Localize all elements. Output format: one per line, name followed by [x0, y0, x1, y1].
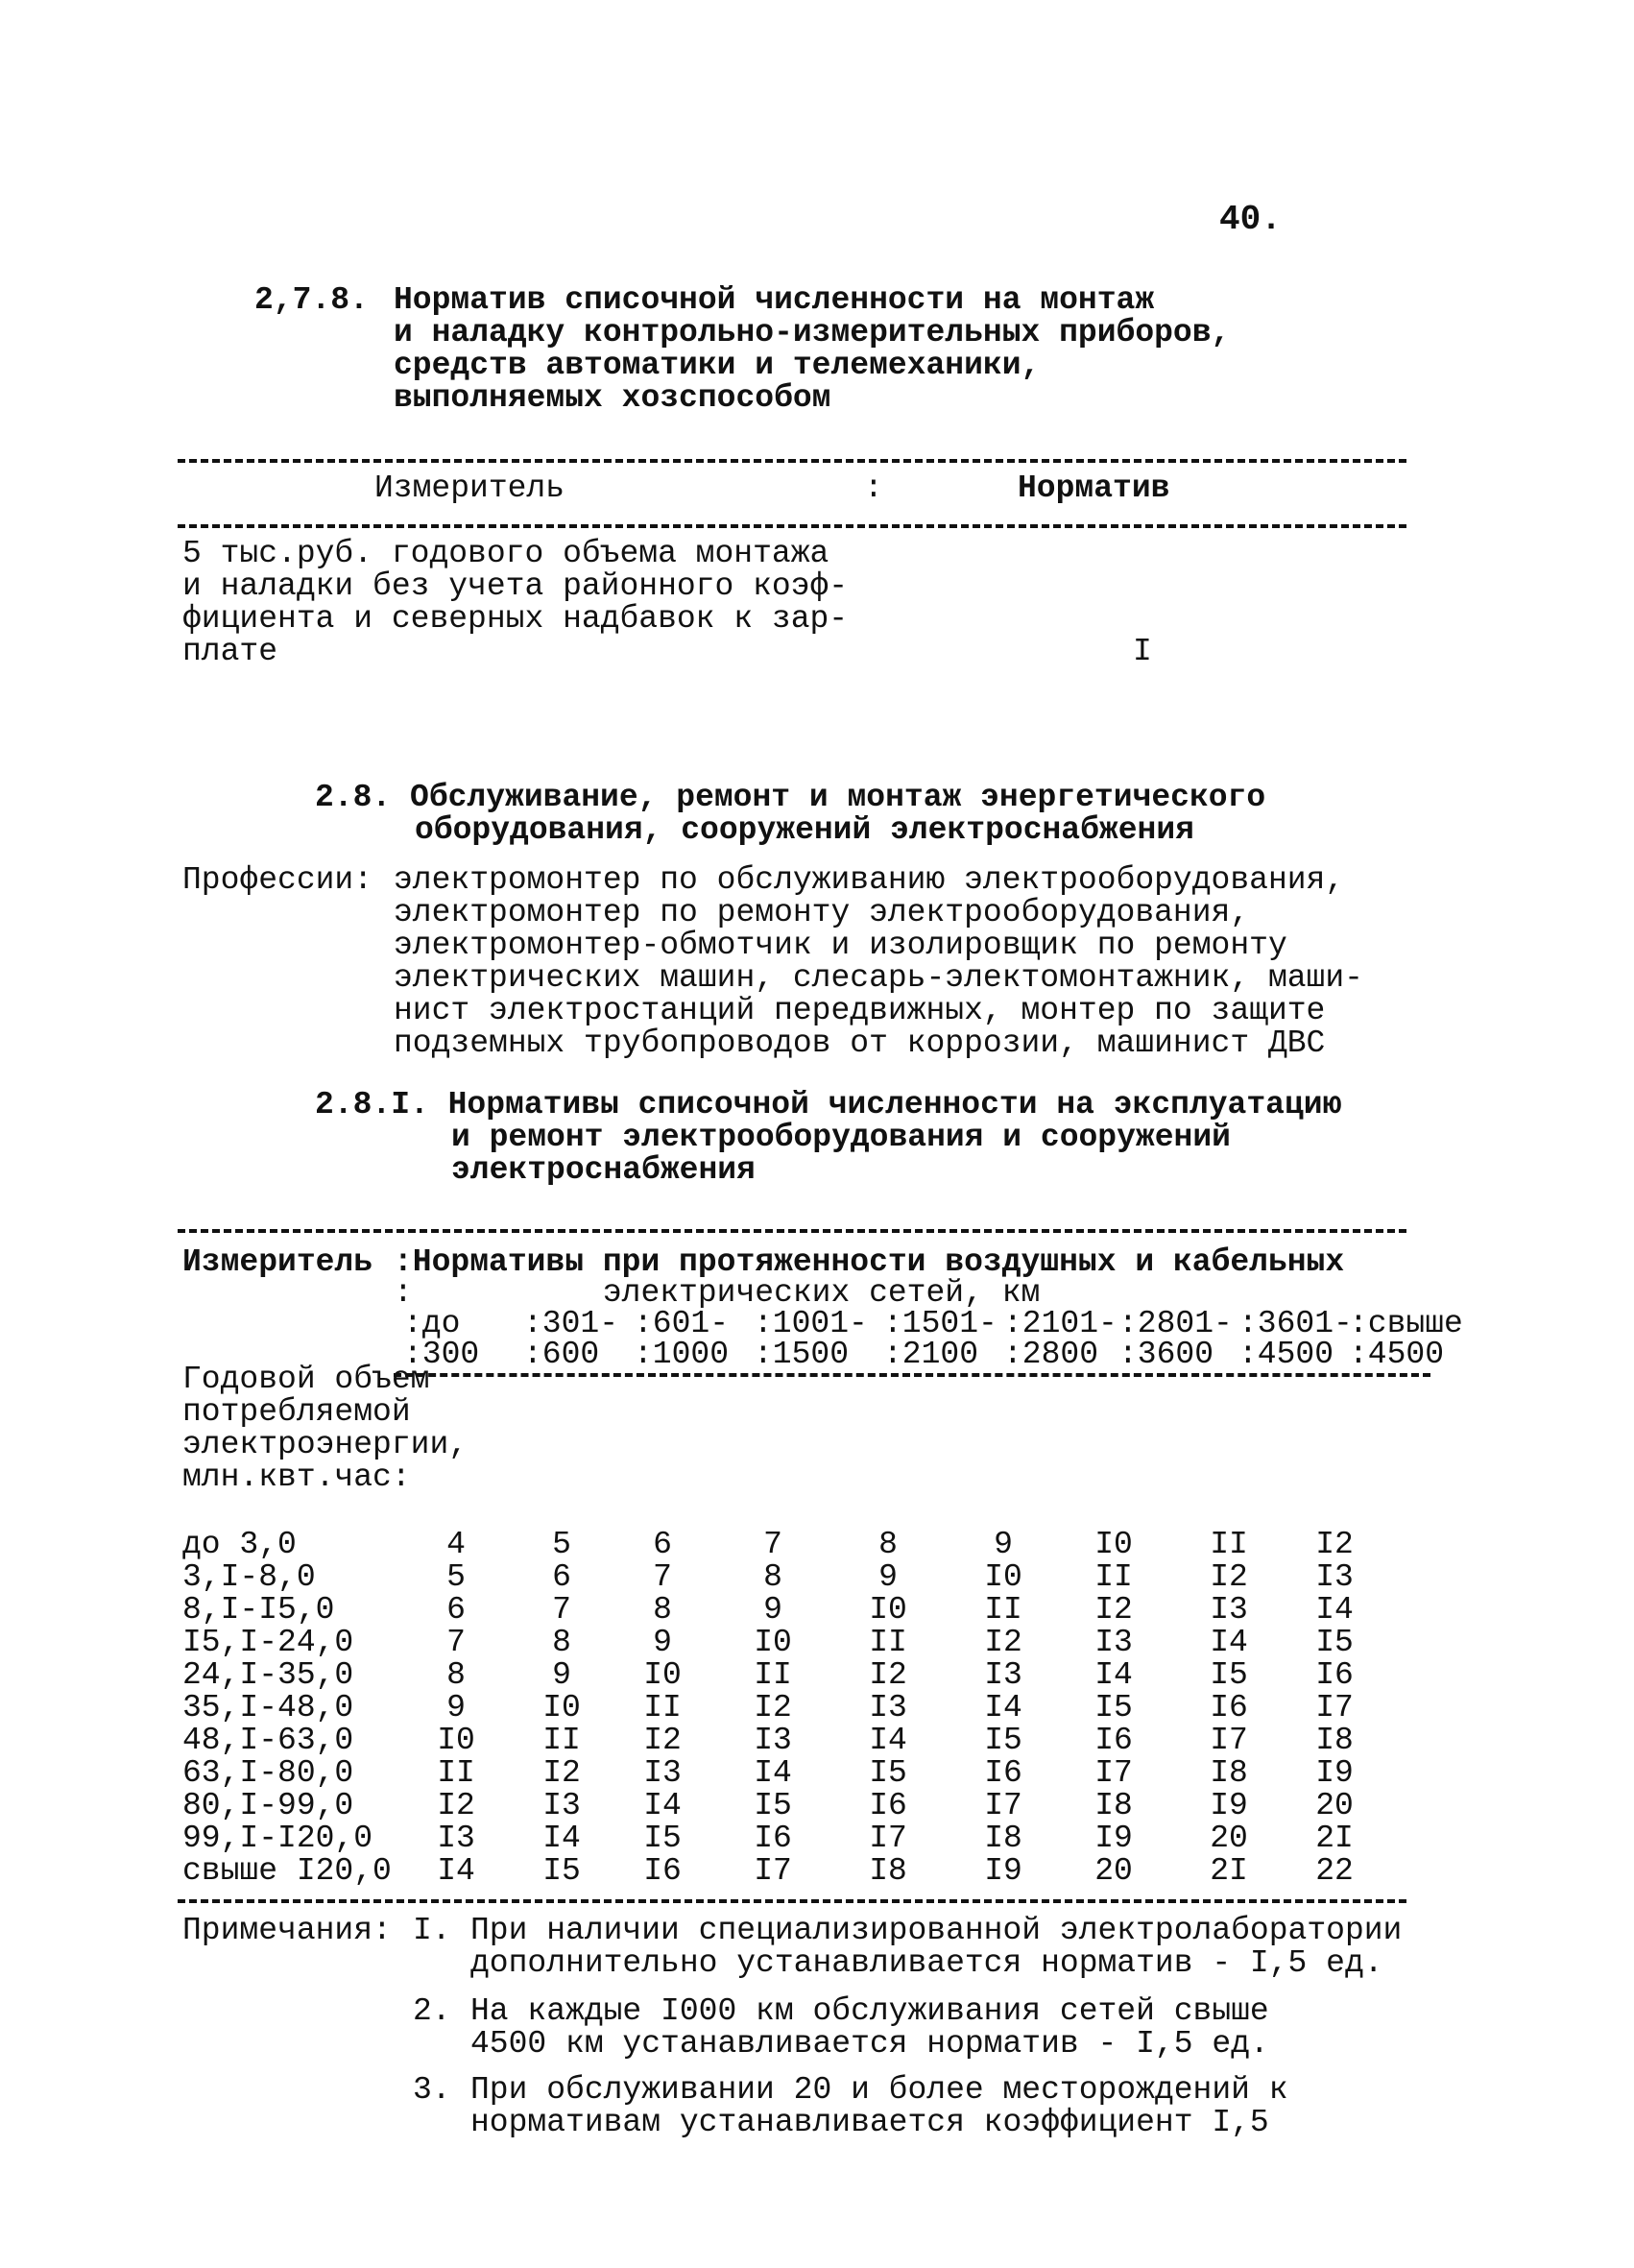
range-top-cell: :301- — [523, 1306, 619, 1341]
table-cell: I8 — [869, 1853, 907, 1889]
table-cell: 6 — [653, 1527, 672, 1562]
table-cell: I0 — [542, 1690, 581, 1725]
professions-line-6: подземных трубопроводов от коррозии, машинист ДВС — [394, 1025, 1326, 1061]
table-cell: I7 — [1210, 1723, 1248, 1758]
table-cell: 9 — [994, 1527, 1013, 1562]
table-cell: 5 — [446, 1559, 466, 1595]
page-number: 40. — [1219, 200, 1282, 239]
table-cell: I5 — [984, 1723, 1022, 1758]
table-278-col-norm: Норматив — [1018, 470, 1170, 506]
range-top-cell: :1001- — [754, 1306, 868, 1341]
range-bottom-cell: :2800 — [1003, 1337, 1099, 1372]
section-28-title-line-1: 2.8. Обслуживание, ремонт и монтаж энергетического — [315, 780, 1266, 815]
table-cell: I2 — [869, 1657, 907, 1693]
table-cell: I2 — [984, 1625, 1022, 1660]
table-278-row-line-2: и наладки без учета районного коэф- — [182, 568, 849, 604]
professions-line-2: электромонтер по ремонту электрооборудования, — [394, 895, 1250, 930]
table-cell: 20 — [1094, 1853, 1133, 1889]
table-cell: I6 — [869, 1788, 907, 1823]
table-cell: I9 — [1094, 1821, 1133, 1856]
table-cell: I5 — [1315, 1625, 1354, 1660]
table-cell: I6 — [1094, 1723, 1133, 1758]
table-cell: 22 — [1315, 1853, 1354, 1889]
table-cell: I3 — [1210, 1592, 1248, 1628]
range-bottom-cell: :4500 — [1238, 1337, 1334, 1372]
table-cell: 7 — [446, 1625, 466, 1660]
range-top-cell: :2801- — [1118, 1306, 1233, 1341]
table-cell: I3 — [1315, 1559, 1354, 1595]
section-278-title-line-1: Норматив списочной численности на монтаж — [394, 282, 1155, 318]
table-cell: I2 — [754, 1690, 792, 1725]
table-cell: I2 — [1315, 1527, 1354, 1562]
table-cell: I3 — [437, 1821, 475, 1856]
note-2-line-2: 4500 км устанавливается норматив - I,5 ед. — [470, 2026, 1269, 2062]
table-cell: II — [869, 1625, 907, 1660]
table-278-row-line-1: 5 тыс.руб. годового объема монтажа — [182, 536, 829, 571]
table-cell: I5 — [542, 1853, 581, 1889]
table-cell: 9 — [878, 1559, 898, 1595]
table-278-col-separator: : — [864, 470, 883, 506]
table-cell: I5 — [869, 1755, 907, 1791]
table-cell: I9 — [1210, 1788, 1248, 1823]
table-cell: I6 — [1315, 1657, 1354, 1693]
table-row-label: до 3,0 — [182, 1527, 297, 1562]
table-cell: I4 — [1210, 1625, 1248, 1660]
note-3-number: 3. — [413, 2072, 451, 2108]
table-cell: II — [754, 1657, 792, 1693]
table-cell: II — [1094, 1559, 1133, 1595]
table-row-label: 24,I-35,0 — [182, 1657, 354, 1693]
range-top-cell: :3601- — [1238, 1306, 1353, 1341]
table-cell: 6 — [446, 1592, 466, 1628]
table-cell: 8 — [763, 1559, 782, 1595]
range-top-cell: :2101- — [1003, 1306, 1117, 1341]
professions-line-3: электромонтер-обмотчик и изолировщик по ремонту — [394, 928, 1287, 963]
table-row-label: 80,I-99,0 — [182, 1788, 354, 1823]
table-cell: 8 — [653, 1592, 672, 1628]
table-cell: 7 — [653, 1559, 672, 1595]
table-cell: I2 — [1094, 1592, 1133, 1628]
section-281-title-line-2: и ремонт электрооборудования и сооружений — [451, 1120, 1231, 1155]
table-278-header-rule — [178, 524, 1406, 528]
notes-label: Примечания: — [182, 1913, 392, 1948]
range-bottom-cell: :1000 — [634, 1337, 730, 1372]
table-cell: I2 — [643, 1723, 682, 1758]
table-cell: I7 — [984, 1788, 1022, 1823]
table-cell: I0 — [1094, 1527, 1133, 1562]
table-cell: I9 — [984, 1853, 1022, 1889]
table-278-col-measure: Измеритель — [374, 470, 565, 506]
table-cell: 2I — [1315, 1821, 1354, 1856]
table-cell: I4 — [542, 1821, 581, 1856]
table-cell: 20 — [1315, 1788, 1354, 1823]
table-cell: I3 — [869, 1690, 907, 1725]
table-row-label: 48,I-63,0 — [182, 1723, 354, 1758]
table-cell: I8 — [1315, 1723, 1354, 1758]
section-278-title-line-4: выполняемых хозспособом — [394, 380, 831, 416]
table-row-label: свыше I20,0 — [182, 1853, 392, 1889]
table-cell: 20 — [1210, 1821, 1248, 1856]
table-cell: II — [437, 1755, 475, 1791]
table-278-row-line-4: плате — [182, 634, 278, 669]
note-1-number: I. — [413, 1913, 451, 1948]
range-top-cell: :1501- — [883, 1306, 997, 1341]
table-row-label: I5,I-24,0 — [182, 1625, 354, 1660]
table-278-row-line-3: фициента и северных надбавок к зар- — [182, 601, 849, 637]
table-281-header-measure: Измеритель — [182, 1244, 373, 1280]
table-row-label: 8,I-I5,0 — [182, 1592, 335, 1628]
table-cell: 8 — [552, 1625, 571, 1660]
table-cell: 5 — [552, 1527, 571, 1562]
table-cell: 8 — [446, 1657, 466, 1693]
section-28-title-line-2: оборудования, сооружений электроснабжения — [415, 812, 1194, 848]
table-cell: I0 — [869, 1592, 907, 1628]
table-cell: I2 — [542, 1755, 581, 1791]
table-cell: I3 — [1094, 1625, 1133, 1660]
table-cell: I4 — [984, 1690, 1022, 1725]
table-cell: I5 — [754, 1788, 792, 1823]
table-cell: I2 — [437, 1788, 475, 1823]
professions-line-4: электрических машин, слесарь-электомонтажник, маши- — [394, 960, 1363, 996]
table-row-label: 99,I-I20,0 — [182, 1821, 373, 1856]
table-cell: I0 — [643, 1657, 682, 1693]
table-cell: I3 — [984, 1657, 1022, 1693]
table-281-bottom-rule — [178, 1899, 1406, 1903]
table-cell: I5 — [1094, 1690, 1133, 1725]
table-cell: I6 — [643, 1853, 682, 1889]
table-cell: I8 — [1210, 1755, 1248, 1791]
range-top-cell: :свыше — [1349, 1306, 1463, 1341]
table-cell: I5 — [643, 1821, 682, 1856]
table-cell: I4 — [869, 1723, 907, 1758]
table-cell: I4 — [643, 1788, 682, 1823]
table-cell: I7 — [754, 1853, 792, 1889]
table-row-label: 63,I-80,0 — [182, 1755, 354, 1791]
range-bottom-cell: :600 — [523, 1337, 600, 1372]
range-bottom-cell: :1500 — [754, 1337, 850, 1372]
table-cell: 4 — [446, 1527, 466, 1562]
table-281-top-rule — [178, 1229, 1406, 1233]
professions-label: Профессии: — [182, 862, 373, 898]
range-bottom-cell: :4500 — [1349, 1337, 1445, 1372]
range-bottom-cell: :3600 — [1118, 1337, 1214, 1372]
table-cell: I7 — [1315, 1690, 1354, 1725]
table-cell: I7 — [869, 1821, 907, 1856]
table-278-top-rule — [178, 459, 1406, 463]
table-cell: II — [1210, 1527, 1248, 1562]
note-2-number: 2. — [413, 1993, 451, 2029]
table-281-row-header-line-1: Годовой объем — [182, 1362, 430, 1397]
table-cell: I0 — [754, 1625, 792, 1660]
table-cell: I3 — [542, 1788, 581, 1823]
range-bottom-cell: :2100 — [883, 1337, 979, 1372]
table-cell: 9 — [763, 1592, 782, 1628]
table-cell: I4 — [1094, 1657, 1133, 1693]
note-1-line-1: При наличии специализированной электролаборатории — [470, 1913, 1403, 1948]
table-cell: I8 — [1094, 1788, 1133, 1823]
table-281-header-norms-1: :Нормативы при протяженности воздушных и кабельных — [394, 1244, 1345, 1280]
table-row-label: 35,I-48,0 — [182, 1690, 354, 1725]
table-cell: 2I — [1210, 1853, 1248, 1889]
table-cell: II — [643, 1690, 682, 1725]
section-278-number: 2,7.8. — [254, 282, 369, 318]
section-281-title-line-3: электроснабжения — [451, 1152, 756, 1188]
note-1-line-2: дополнительно устанавливается норматив - I,5 ед. — [470, 1945, 1383, 1981]
table-cell: 9 — [552, 1657, 571, 1693]
range-top-cell: :601- — [634, 1306, 730, 1341]
table-cell: 8 — [878, 1527, 898, 1562]
table-281-row-header-line-3: электроэнергии, — [182, 1427, 469, 1462]
table-cell: I9 — [1315, 1755, 1354, 1791]
table-cell: I5 — [1210, 1657, 1248, 1693]
table-row-label: 3,I-8,0 — [182, 1559, 316, 1595]
table-cell: 9 — [653, 1625, 672, 1660]
table-cell: I6 — [754, 1821, 792, 1856]
table-cell: 9 — [446, 1690, 466, 1725]
table-cell: I4 — [754, 1755, 792, 1791]
table-cell: I7 — [1094, 1755, 1133, 1791]
table-cell: 6 — [552, 1559, 571, 1595]
table-cell: I4 — [437, 1853, 475, 1889]
table-281-row-header-line-4: млн.квт.час: — [182, 1460, 411, 1495]
table-cell: I6 — [984, 1755, 1022, 1791]
section-281-title-line-1: 2.8.I. Нормативы списочной численности на эксплуатацию — [315, 1087, 1342, 1122]
table-cell: I8 — [984, 1821, 1022, 1856]
range-bottom-cell: :300 — [403, 1337, 480, 1372]
table-cell: I0 — [984, 1559, 1022, 1595]
table-cell: I2 — [1210, 1559, 1248, 1595]
table-cell: I3 — [754, 1723, 792, 1758]
section-278-title-line-2: и наладку контрольно-измерительных приборов, — [394, 315, 1231, 350]
table-cell: I4 — [1315, 1592, 1354, 1628]
table-281-header-norms-2: : электрических сетей, км — [394, 1275, 1041, 1311]
table-281-header-rule — [394, 1373, 1430, 1377]
note-3-line-1: При обслуживании 20 и более месторождений к — [470, 2072, 1288, 2108]
table-278-row-value: I — [1133, 634, 1152, 669]
professions-line-5: нист электростанций передвижных, монтер по защите — [394, 993, 1326, 1028]
table-cell: II — [542, 1723, 581, 1758]
table-cell: 7 — [552, 1592, 571, 1628]
table-cell: I6 — [1210, 1690, 1248, 1725]
note-3-line-2: нормативам устанавливается коэффициент I,5 — [470, 2105, 1269, 2140]
section-278-title-line-3: средств автоматики и телемеханики, — [394, 348, 1041, 383]
note-2-line-1: На каждые I000 км обслуживания сетей свыше — [470, 1993, 1269, 2029]
professions-line-1: электромонтер по обслуживанию электрооборудования, — [394, 862, 1345, 898]
table-cell: II — [984, 1592, 1022, 1628]
range-top-cell: :до — [403, 1306, 461, 1341]
table-cell: 7 — [763, 1527, 782, 1562]
table-cell: I3 — [643, 1755, 682, 1791]
table-281-row-header-line-2: потребляемой — [182, 1394, 411, 1430]
table-cell: I0 — [437, 1723, 475, 1758]
